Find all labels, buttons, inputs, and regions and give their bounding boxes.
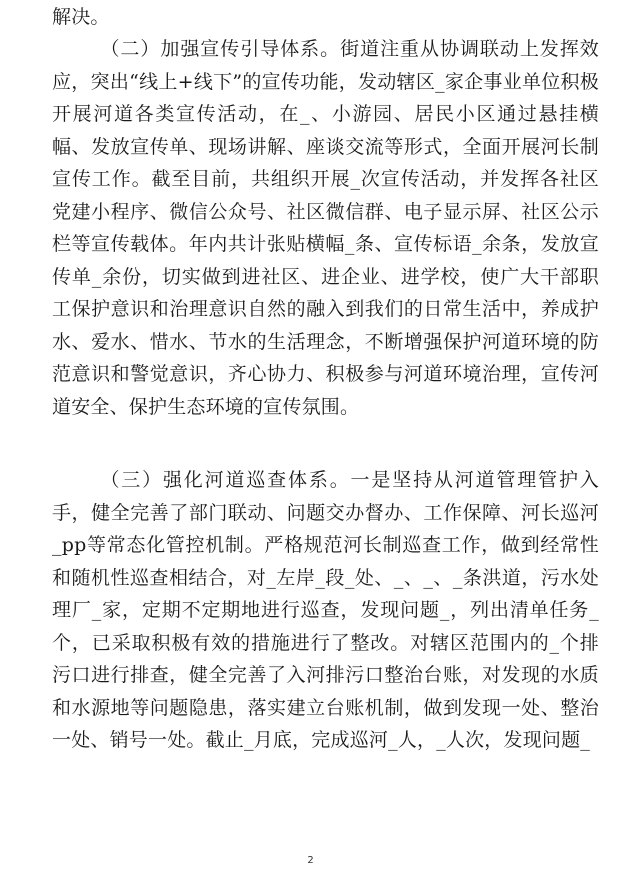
section-heading: （三）强化河道巡查体系。 — [100, 469, 351, 491]
carryover-text: 解决。 — [52, 6, 110, 28]
section-body: 街道注重从协调联动上发挥效应，突出“线上+线下”的宣传功能，发动辖区_家企事业单位积极开展河道各类宣传活动，在_、小游园、居民小区通过悬挂横幅、发放宣传单、现场讲解、座谈交流等形式，全面开展河长制宣传工作。截至目前，共组织开展_次宣传活动，并发挥各社区党建小程序、微信公众号、社区微信群、电子显示屏、社区公示栏等宣传载体。年内共计张贴横幅_条、宣传标语_余条，发放宣传单_余份，切实做到进社区、进企业、进学校，使广大干部职工保护意识和治理意识自然的融入到我们的日常生活中，养成护水、爱水、惜水、节水的生活理念，不断增强保护河道环境的防范意识和警觉意识，齐心协力、积极参与河道环境治理，宣传河道安全、保护生态环境的宣传氛围。 — [52, 38, 599, 418]
section-heading: （二）加强宣传引导体系。 — [100, 38, 341, 60]
paragraph-text — [52, 464, 599, 757]
section-body: 一是坚持从河道管理管护入手，健全完善了部门联动、问题交办督办、工作保障、河长巡河_pp等常态化管控机制。严格规范河长制巡查工作，做到经常性和随机性巡查相结合，对_左岸_段_处、_、_、_条洪道，污水处理厂_家，定期不定期地进行巡查，发现问题_，列出清单任务_个，已采取积极有效的措施进行了整改。对辖区范围内的_个排污口进行排查，健全完善了入河排污口整治台账，对发现的水质和水源地等问题隐患，落实建立台账机制，做到发现一处、整治一处、销号一处。截止_月底，完成巡河_人，_人次，发现问题_ — [52, 469, 600, 751]
paragraph-text — [52, 33, 599, 423]
paragraph-publicity-guidance — [52, 33, 599, 423]
carryover-line — [52, 1, 599, 34]
paragraph-river-inspection — [52, 464, 599, 757]
page-number: 2 — [307, 855, 314, 866]
